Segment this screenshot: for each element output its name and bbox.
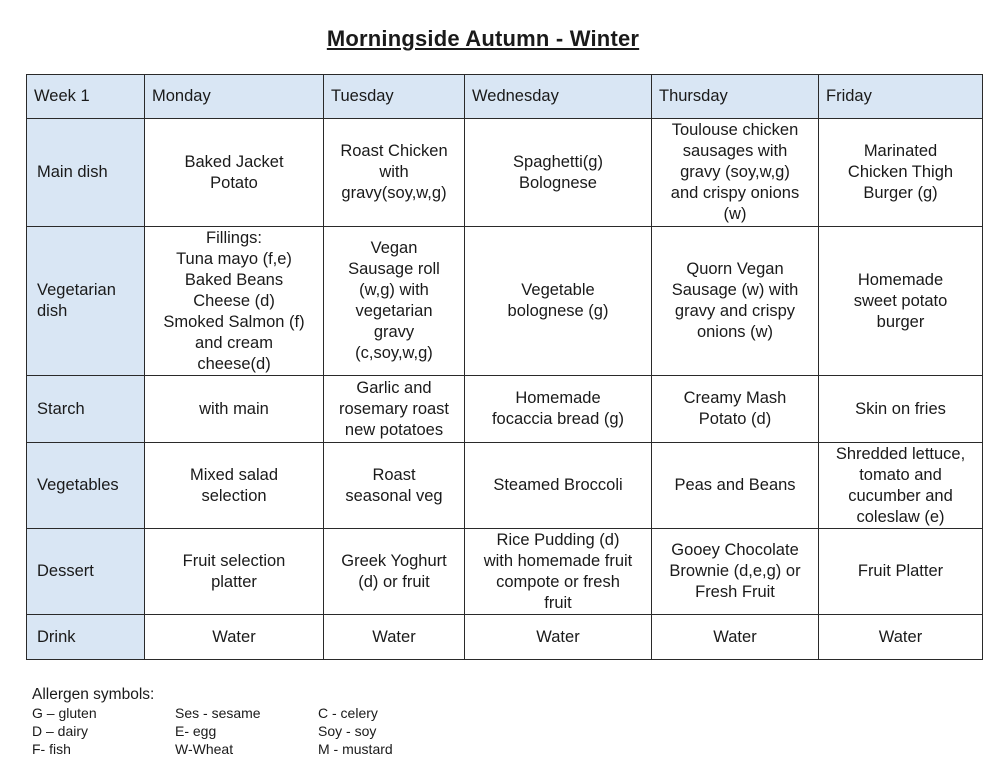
menu-cell [145, 615, 324, 660]
menu-cell [465, 529, 652, 615]
menu-cell-text: Steamed Broccoli [493, 476, 623, 494]
menu-cell-text: Marinated Chicken Thigh Burger (g) [847, 142, 954, 202]
menu-cell [652, 119, 819, 227]
day-header: Monday [145, 75, 324, 119]
menu-cell-text: Water [878, 627, 923, 646]
menu-cell-text: Peas and Beans [674, 476, 796, 494]
menu-cell-text: Spaghetti(g) Bolognese [513, 152, 603, 192]
allergen-item: Soy - soy [318, 723, 377, 739]
menu-cell-text: Toulouse chicken sausages with gravy (soy,w,g) and crispy onions (w) [670, 121, 800, 223]
allergen-column [32, 704, 175, 758]
menu-cell-text: Roast Chicken with gravy(soy,w,g) [340, 142, 448, 202]
allergen-item: F- fish [32, 741, 71, 757]
allergen-heading: Allergen symbols: [32, 686, 155, 703]
menu-cell [324, 529, 465, 615]
menu-cell-text: Greek Yoghurt (d) or fruit [341, 551, 447, 591]
row-label-text: Drink [37, 627, 76, 646]
allergen-item: M - mustard [318, 741, 393, 757]
row-label [27, 227, 145, 376]
menu-cell-text: Vegan Sausage roll (w,g) with vegetarian gravy (c,soy,w,g) [348, 239, 440, 362]
menu-cell-text: Baked Jacket Potato [184, 152, 284, 192]
menu-cell-text: Creamy Mash Potato (d) [683, 389, 787, 428]
menu-cell-text: Rice Pudding (d) with homemade fruit compote or fresh fruit [483, 530, 633, 612]
menu-cell [652, 615, 819, 660]
menu-cell [465, 227, 652, 376]
menu-cell [145, 119, 324, 227]
allergen-item: G – gluten [32, 705, 97, 721]
menu-cell [324, 615, 465, 660]
menu-cell [145, 227, 324, 376]
menu-cell [819, 119, 983, 227]
allergen-column [318, 704, 461, 758]
menu-row [27, 529, 983, 615]
menu-cell-text: Mixed salad selection [189, 465, 279, 505]
menu-cell [145, 443, 324, 529]
menu-cell [819, 529, 983, 615]
menu-cell [145, 376, 324, 443]
week-label: Week 1 [27, 75, 145, 119]
menu-cell [465, 119, 652, 227]
row-label [27, 529, 145, 615]
menu-row [27, 443, 983, 529]
menu-cell-text: Fruit Platter [857, 562, 944, 580]
menu-row [27, 376, 983, 443]
menu-row [27, 227, 983, 376]
menu-cell-text: Homemade focaccia bread (g) [491, 389, 625, 428]
allergen-key [32, 686, 461, 758]
menu-cell-text: Skin on fries [855, 399, 946, 418]
menu-cell [819, 376, 983, 443]
row-label [27, 119, 145, 227]
menu-cell-text: Fruit selection platter [182, 551, 286, 591]
menu-cell [652, 529, 819, 615]
menu-row [27, 119, 983, 227]
menu-row [27, 615, 983, 660]
menu-cell [324, 376, 465, 443]
menu-cell-text: Quorn Vegan Sausage (w) with gravy and crispy onions (w) [671, 260, 799, 341]
day-header: Friday [819, 75, 983, 119]
menu-cell [465, 615, 652, 660]
allergen-item: E- egg [175, 723, 217, 739]
menu-cell-text: Homemade sweet potato burger [853, 270, 948, 331]
menu-cell-text: Water [372, 627, 416, 646]
menu-cell [324, 227, 465, 376]
menu-table [26, 74, 983, 660]
menu-cell-text: Gooey Chocolate Brownie (d,e,g) or Fresh Fruit [669, 541, 801, 601]
menu-cell [324, 119, 465, 227]
day-header: Thursday [652, 75, 819, 119]
menu-cell [819, 227, 983, 376]
menu-cell [465, 443, 652, 529]
day-header: Tuesday [324, 75, 465, 119]
menu-cell-text: Water [713, 627, 757, 646]
row-label-text: Dessert [37, 562, 94, 580]
allergen-item: Ses - sesame [175, 705, 261, 721]
menu-cell [819, 615, 983, 660]
header-row [27, 75, 983, 119]
menu-cell [652, 443, 819, 529]
page-title: Morningside Autumn - Winter [326, 26, 640, 51]
allergen-item: W-Wheat [175, 741, 234, 757]
menu-cell [819, 443, 983, 529]
allergen-column [175, 704, 318, 758]
menu-cell-text: Water [536, 627, 580, 646]
allergen-item: C - celery [318, 705, 378, 721]
row-label-text: Vegetarian dish [37, 281, 116, 320]
row-label [27, 443, 145, 529]
row-label [27, 376, 145, 443]
menu-cell-text: Shredded lettuce, tomato and cucumber and coleslaw (e) [835, 444, 966, 526]
menu-cell [465, 376, 652, 443]
menu-cell [145, 529, 324, 615]
menu-cell-text: with main [199, 399, 269, 418]
menu-cell-text: Fillings: Tuna mayo (f,e) Baked Beans Cheese (d) Smoked Salmon (f) and cream cheese(d) [163, 228, 305, 373]
row-label [27, 615, 145, 660]
menu-cell-text: Water [212, 627, 256, 646]
menu-cell [324, 443, 465, 529]
row-label-text: Main dish [37, 163, 108, 181]
menu-cell-text: Garlic and rosemary roast new potatoes [338, 378, 450, 439]
menu-cell-text: Roast seasonal veg [345, 465, 443, 505]
allergen-item: D – dairy [32, 723, 89, 739]
row-label-text: Vegetables [37, 476, 119, 494]
menu-cell [652, 227, 819, 376]
row-label-text: Starch [37, 399, 85, 418]
menu-cell [652, 376, 819, 443]
menu-cell-text: Vegetable bolognese (g) [507, 281, 609, 320]
day-header: Wednesday [465, 75, 652, 119]
